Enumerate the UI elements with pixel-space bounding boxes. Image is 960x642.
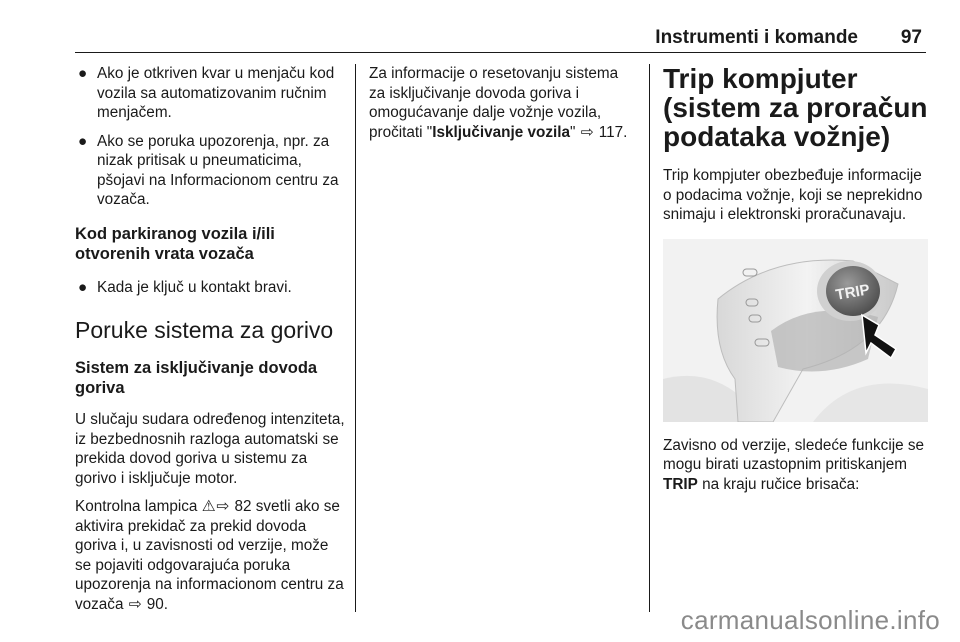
column-left: [75, 64, 345, 623]
reference-arrow-icon[interactable]: ⇨: [128, 595, 142, 613]
list-item-text: Ako je otkriven kvar u menjaču kod vozila sa automatizovanim ručnim menjačem.: [97, 65, 335, 121]
text-span: 117.: [594, 123, 628, 141]
column-middle: [369, 64, 637, 151]
paragraph: Trip kompjuter obezbeđuje informacije o podacima vožnje, koji se neprekidno snimaju i elektronski proračunavaju.: [663, 167, 923, 223]
text-span: Za informacije o resetovanju sistema za isključivanje dovoda goriva i omogućavanje dalje vožnje vozila, pročitati ": [369, 65, 619, 141]
text-span: 90.: [142, 595, 169, 613]
reference-arrow-icon[interactable]: ⇨: [580, 123, 594, 141]
list-item-text: Kada je ključ u kontakt bravi.: [97, 278, 292, 296]
header-title: Instrumenti i komande: [655, 27, 858, 48]
page-number: 97: [900, 27, 922, 48]
paragraph: [369, 64, 637, 142]
section-title-trip-computer: Trip kompjuter (sistem za proračun podataka vožnje): [663, 63, 928, 152]
bold-text: Isključivanje vozila: [432, 123, 570, 141]
column-divider: [649, 64, 650, 612]
bullet-icon: ●: [78, 65, 88, 82]
text-span: Kontrolna lampica: [75, 498, 202, 515]
reference-arrow-icon[interactable]: ⇨: [216, 498, 230, 515]
subheading-parked-vehicle: Kod parkiranog vozila i/ili otvorenih vrata vozača: [75, 224, 275, 263]
trip-button-illustration: [663, 239, 928, 422]
column-right: [663, 64, 928, 503]
paragraph: U slučaju sudara određenog intenziteta, iz bezbednosnih razloga automatski se prekida dovod goriva u sistemu za gorivo i isključuje motor.: [75, 411, 345, 487]
text-span: ": [570, 123, 580, 141]
text-span: 82 svetli ako se aktivira prekidač za prekid dovoda goriva i, u zavisnosti od verzije, može se pojaviti odgovarajuća poruka upozorenja na informacionom centru za vozača: [75, 498, 344, 613]
bold-text: TRIP: [663, 475, 698, 493]
list-item-text: Ako se poruka upozorenja, npr. za nizak pritisak u pneumaticima, pšojavi na Informacionom centru za vozača.: [97, 132, 339, 208]
paragraph: [75, 497, 345, 614]
paragraph: [663, 436, 928, 495]
list-item: [75, 278, 345, 298]
bullet-icon: ●: [78, 132, 88, 150]
page-header: [75, 24, 926, 53]
list-item: [75, 64, 345, 123]
bullet-icon: ●: [78, 278, 88, 296]
section-title-fuel-messages: Poruke sistema za gorivo: [75, 317, 334, 343]
text-span: Zavisno od verzije, sledeće funkcije se mogu birati uzastopnim pritiskanjem: [663, 436, 925, 473]
warning-icon: ⚠: [201, 498, 216, 515]
trip-button-label: TRIP: [834, 280, 872, 304]
column-divider: [355, 64, 356, 612]
list-item: [75, 132, 345, 210]
subheading-fuel-cutoff: Sistem za isključivanje dovoda goriva: [75, 359, 318, 397]
watermark: carmanualsonline.info: [680, 605, 940, 635]
text-span: na kraju ručice brisača:: [697, 475, 860, 493]
